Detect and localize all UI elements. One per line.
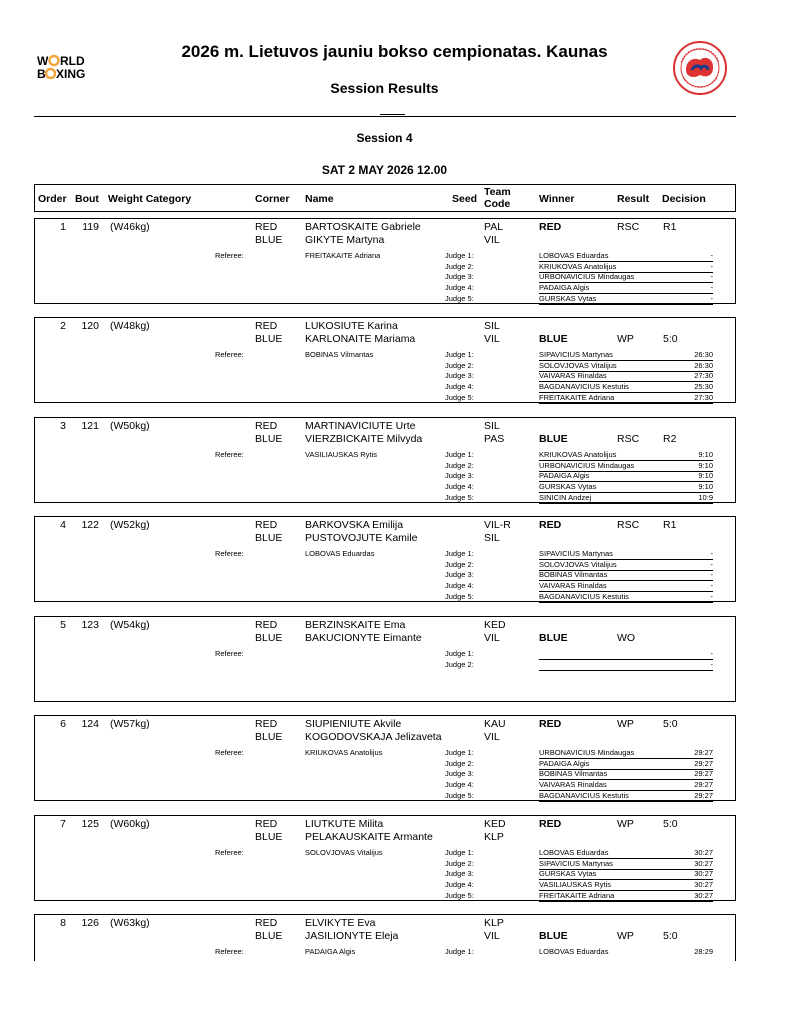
winner: BLUE <box>539 433 568 445</box>
weight-category: (W50kg) <box>110 420 150 432</box>
judge-score: - <box>710 591 713 601</box>
judge-name: PADAIGA Algis <box>539 471 590 481</box>
judge-score: 29:27 <box>694 780 713 790</box>
judge-label: Judge 4: <box>445 382 474 392</box>
judge-name: VAIVARAS Rinaldas <box>539 581 607 591</box>
judge-label: Judge 1: <box>445 251 474 260</box>
judge-underline <box>539 801 713 802</box>
blue-corner: BLUE <box>255 632 283 644</box>
judge-score: 9:10 <box>698 471 713 481</box>
red-team: PAL <box>484 221 504 233</box>
judge-score: - <box>710 649 713 658</box>
weight-category: (W46kg) <box>110 221 150 233</box>
judge-label: Judge 3: <box>445 272 474 282</box>
judge-name: VASILIAUSKAS Rytis <box>539 880 611 890</box>
decision: 5:0 <box>663 718 678 730</box>
judge-label: Judge 5: <box>445 293 474 303</box>
svg-text:XING: XING <box>56 67 86 81</box>
judge-score: 26:30 <box>694 360 713 370</box>
col-result: Result <box>617 193 650 205</box>
judge-score: 9:10 <box>698 482 713 492</box>
judge-name: BAGDANAVICIUS Kestutis <box>539 790 629 800</box>
judge-label: Judge 3: <box>445 371 474 381</box>
blue-name: VIERZBICKAITE Milvyda <box>305 433 423 445</box>
blue-corner: BLUE <box>255 433 283 445</box>
bout-order: 7 <box>60 818 66 830</box>
svg-text:W: W <box>37 54 49 68</box>
blue-name: GIKYTE Martyna <box>305 234 385 246</box>
bout-order: 5 <box>60 619 66 631</box>
judge-name: URBONAVICIUS Mindaugas <box>539 272 635 282</box>
bout-number: 119 <box>82 221 99 233</box>
judge-score: 29:27 <box>694 748 713 757</box>
judge-score: 30:27 <box>694 858 713 868</box>
referee-name: FREITAKAITE Adriana <box>305 251 381 260</box>
judge-score: 30:27 <box>694 848 713 857</box>
blue-corner: BLUE <box>255 532 283 544</box>
judge-label: Judge 1: <box>445 848 474 857</box>
judge-name: URBONAVICIUS Mindaugas <box>539 748 635 757</box>
judge-name: LOBOVAS Eduardas <box>539 251 609 260</box>
judge-label: Judge 1: <box>445 649 474 658</box>
blue-corner: BLUE <box>255 831 283 843</box>
blue-team: SIL <box>484 532 500 544</box>
judge-name: SIPAVICIUS Martynas <box>539 549 613 558</box>
referee-label: Referee: <box>215 748 244 757</box>
blue-name: PELAKAUSKAITE Armante <box>305 831 433 843</box>
judge-score: - <box>710 293 713 303</box>
judge-name: KRIUKOVAS Anatolijus <box>539 450 617 459</box>
bout-block <box>34 815 736 901</box>
red-corner: RED <box>255 619 278 631</box>
blue-team: VIL <box>484 632 500 644</box>
bout-block <box>34 317 736 403</box>
referee-label: Referee: <box>215 649 244 658</box>
judge-label: Judge 5: <box>445 790 474 800</box>
weight-category: (W60kg) <box>110 818 150 830</box>
judge-score: - <box>710 549 713 558</box>
bout-block <box>34 616 736 702</box>
judge-underline <box>539 403 713 404</box>
red-team: KLP <box>484 917 504 929</box>
decision: 5:0 <box>663 818 678 830</box>
weight-category: (W52kg) <box>110 519 150 531</box>
judge-name: VAIVARAS Rinaldas <box>539 371 607 381</box>
red-name: BARTOSKAITE Gabriele <box>305 221 421 233</box>
weight-category: (W54kg) <box>110 619 150 631</box>
judge-label: Judge 1: <box>445 350 474 359</box>
referee-name: PADAIGA Algis <box>305 947 356 956</box>
judge-name: PADAIGA Algis <box>539 758 590 768</box>
judge-name: LOBOVAS Eduardas <box>539 947 609 956</box>
decision: R2 <box>663 433 677 445</box>
blue-corner: BLUE <box>255 234 283 246</box>
decision: 5:0 <box>663 930 678 942</box>
judge-underline <box>539 901 713 902</box>
referee-label: Referee: <box>215 549 244 558</box>
bout-block <box>34 417 736 503</box>
result: RSC <box>617 433 640 445</box>
col-corner: Corner <box>255 193 290 205</box>
judge-score: 9:10 <box>698 450 713 459</box>
judge-score: - <box>710 570 713 580</box>
judge-label: Judge 3: <box>445 869 474 879</box>
judge-underline <box>539 503 713 504</box>
judge-label: Judge 1: <box>445 549 474 558</box>
page-title: 2026 m. Lietuvos jauniu bokso cempionatas. Kaunas <box>181 42 608 61</box>
blue-corner: BLUE <box>255 731 283 743</box>
winner: BLUE <box>539 333 568 345</box>
red-corner: RED <box>255 221 278 233</box>
weight-category: (W63kg) <box>110 917 150 929</box>
table-header <box>34 184 736 212</box>
red-team: VIL-R <box>484 519 511 531</box>
judge-name: BAGDANAVICIUS Kestutis <box>539 382 629 392</box>
judge-name: SIPAVICIUS Martynas <box>539 858 613 868</box>
judge-label: Judge 2: <box>445 659 474 669</box>
red-corner: RED <box>255 519 278 531</box>
judge-label: Judge 5: <box>445 392 474 402</box>
judge-label: Judge 2: <box>445 261 474 271</box>
judge-name: FREITAKAITE Adriana <box>539 890 615 900</box>
col-team: Team <box>484 186 511 198</box>
judge-score: 29:27 <box>694 769 713 779</box>
red-corner: RED <box>255 718 278 730</box>
blue-name: KOGODOVSKAJA Jelizaveta <box>305 731 442 743</box>
judge-name: GURSKAS Vytas <box>539 482 597 492</box>
judge-score: - <box>710 251 713 260</box>
judge-name: FREITAKAITE Adriana <box>539 392 615 402</box>
winner: RED <box>539 221 562 233</box>
judge-score: 9:10 <box>698 460 713 470</box>
bout-number: 122 <box>81 519 99 531</box>
col-bout: Bout <box>75 193 99 205</box>
judge-score: 29:27 <box>694 790 713 800</box>
red-team: SIL <box>484 420 500 432</box>
divider-short <box>380 114 405 115</box>
judge-score: - <box>710 581 713 591</box>
winner: BLUE <box>539 930 568 942</box>
result: WO <box>617 632 636 644</box>
result: WP <box>617 930 634 942</box>
blue-name: BAKUCIONYTE Eimante <box>305 632 422 644</box>
referee-name: BOBINAS Vilmantas <box>305 350 374 359</box>
red-team: KED <box>484 818 506 830</box>
red-name: SIUPIENIUTE Akvile <box>305 718 402 730</box>
blue-team: VIL <box>484 333 500 345</box>
judge-score: 26:30 <box>694 350 713 359</box>
judge-score: 28:29 <box>694 947 713 956</box>
svg-text:RLD: RLD <box>60 54 85 68</box>
blue-name: PUSTOVOJUTE Kamile <box>305 532 418 544</box>
referee-name: SOLOVJOVAS Vitalijus <box>305 848 383 857</box>
blue-corner: BLUE <box>255 333 283 345</box>
blue-name: JASILIONYTE Eleja <box>305 930 399 942</box>
weight-category: (W57kg) <box>110 718 150 730</box>
col-name: Name <box>305 193 334 205</box>
referee-label: Referee: <box>215 350 244 359</box>
session-date: SAT 2 MAY 2026 12.00 <box>321 163 448 177</box>
winner: RED <box>539 718 562 730</box>
judge-name: PADAIGA Algis <box>539 283 590 293</box>
col-weight: Weight Category <box>108 193 192 205</box>
bout-number: 125 <box>81 818 99 830</box>
decision: 5:0 <box>663 333 678 345</box>
red-corner: RED <box>255 420 278 432</box>
bout-block <box>34 914 736 961</box>
judge-label: Judge 4: <box>445 581 474 591</box>
bout-block <box>34 516 736 602</box>
judge-underline <box>539 304 713 305</box>
judge-label: Judge 1: <box>445 748 474 757</box>
referee-name: KRIUKOVAS Anatolijus <box>305 748 383 757</box>
judge-score: 10:9 <box>698 492 713 502</box>
judge-name: URBONAVICIUS Mindaugas <box>539 460 635 470</box>
judge-score: 30:27 <box>694 890 713 900</box>
judge-score: - <box>710 272 713 282</box>
judge-label: Judge 4: <box>445 880 474 890</box>
bout-number: 124 <box>81 718 99 730</box>
judge-score: - <box>710 283 713 293</box>
divider <box>34 116 736 117</box>
bout-order: 2 <box>60 320 66 332</box>
result: WP <box>617 333 634 345</box>
bout-order: 4 <box>60 519 66 531</box>
judge-label: Judge 1: <box>445 947 474 956</box>
col-seed: Seed <box>452 193 478 205</box>
col-code: Code <box>484 198 511 210</box>
judge-score: 29:27 <box>694 758 713 768</box>
svg-text:B: B <box>37 67 46 81</box>
referee-label: Referee: <box>215 450 244 459</box>
referee-name: LOBOVAS Eduardas <box>305 549 375 558</box>
red-name: LUKOSIUTE Karina <box>305 320 398 332</box>
referee-name: VASILIAUSKAS Rytis <box>305 450 377 459</box>
col-order: Order <box>38 193 67 205</box>
judge-name: BOBINAS Vilmantas <box>539 769 608 779</box>
bout-number: 121 <box>81 420 99 432</box>
red-team: KED <box>484 619 506 631</box>
judge-label: Judge 2: <box>445 360 474 370</box>
judge-name: SOLOVJOVAS Vitalijus <box>539 360 617 370</box>
red-name: ELVIKYTE Eva <box>305 917 376 929</box>
judge-label: Judge 2: <box>445 559 474 569</box>
judge-score: 27:30 <box>694 392 713 402</box>
blue-team: VIL <box>484 234 500 246</box>
judge-label: Judge 2: <box>445 758 474 768</box>
judge-name: BAGDANAVICIUS Kestutis <box>539 591 629 601</box>
weight-category: (W48kg) <box>110 320 150 332</box>
bout-order: 6 <box>60 718 66 730</box>
judge-label: Judge 4: <box>445 482 474 492</box>
blue-corner: BLUE <box>255 930 283 942</box>
red-team: KAU <box>484 718 506 730</box>
judge-score: - <box>710 659 713 669</box>
judge-underline <box>539 670 713 671</box>
judge-score: - <box>710 559 713 569</box>
red-corner: RED <box>255 917 278 929</box>
result: RSC <box>617 519 640 531</box>
bout-number: 123 <box>81 619 99 631</box>
judge-name: SIPAVICIUS Martynas <box>539 350 613 359</box>
session-label: Session 4 <box>356 131 413 145</box>
referee-label: Referee: <box>215 251 244 260</box>
judge-name: SOLOVJOVAS Vitalijus <box>539 559 617 569</box>
red-name: MARTINAVICIUTE Urte <box>305 420 416 432</box>
red-corner: RED <box>255 818 278 830</box>
judge-label: Judge 3: <box>445 769 474 779</box>
judge-label: Judge 5: <box>445 890 474 900</box>
judge-label: Judge 3: <box>445 570 474 580</box>
red-team: SIL <box>484 320 500 332</box>
bout-order: 3 <box>60 420 66 432</box>
result: WP <box>617 718 634 730</box>
referee-label: Referee: <box>215 848 244 857</box>
winner: RED <box>539 519 562 531</box>
referee-label: Referee: <box>215 947 244 956</box>
page-subtitle: Session Results <box>330 80 439 96</box>
decision: R1 <box>663 221 677 233</box>
judge-score: 30:27 <box>694 869 713 879</box>
col-winner: Winner <box>539 193 575 205</box>
red-corner: RED <box>255 320 278 332</box>
blue-team: KLP <box>484 831 504 843</box>
judge-label: Judge 5: <box>445 591 474 601</box>
judge-label: Judge 1: <box>445 450 474 459</box>
result: WP <box>617 818 634 830</box>
red-name: LIUTKUTE Milita <box>305 818 384 830</box>
bout-order: 1 <box>60 221 66 233</box>
blue-name: KARLONAITE Mariama <box>305 333 416 345</box>
judge-label: Judge 3: <box>445 471 474 481</box>
bout-order: 8 <box>60 917 66 929</box>
bout-block <box>34 715 736 801</box>
judge-score: 25:30 <box>694 382 713 392</box>
red-name: BARKOVSKA Emilija <box>305 519 404 531</box>
judge-name: LOBOVAS Eduardas <box>539 848 609 857</box>
red-name: BERZINSKAITE Ema <box>305 619 406 631</box>
bout-block <box>34 218 736 304</box>
result: RSC <box>617 221 640 233</box>
judge-label: Judge 4: <box>445 283 474 293</box>
judge-name: SINICIN Andzej <box>539 492 592 502</box>
judge-name: KRIUKOVAS Anatolijus <box>539 261 617 271</box>
bout-number: 120 <box>81 320 99 332</box>
judge-label: Judge 4: <box>445 780 474 790</box>
judge-name: GURSKAS Vytas <box>539 869 597 879</box>
decision: R1 <box>663 519 677 531</box>
judge-score: 27:30 <box>694 371 713 381</box>
blue-team: PAS <box>484 433 505 445</box>
judge-name: GURSKAS Vytas <box>539 293 597 303</box>
judge-name: BOBINAS Vilmantas <box>539 570 608 580</box>
judge-score: - <box>710 261 713 271</box>
judge-underline <box>539 602 713 603</box>
bout-number: 126 <box>81 917 99 929</box>
col-decision: Decision <box>662 193 706 205</box>
judge-score: 30:27 <box>694 880 713 890</box>
blue-team: VIL <box>484 930 500 942</box>
judge-label: Judge 2: <box>445 858 474 868</box>
winner: BLUE <box>539 632 568 644</box>
judge-label: Judge 2: <box>445 460 474 470</box>
blue-team: VIL <box>484 731 500 743</box>
judge-label: Judge 5: <box>445 492 474 502</box>
judge-name: VAIVARAS Rinaldas <box>539 780 607 790</box>
winner: RED <box>539 818 562 830</box>
